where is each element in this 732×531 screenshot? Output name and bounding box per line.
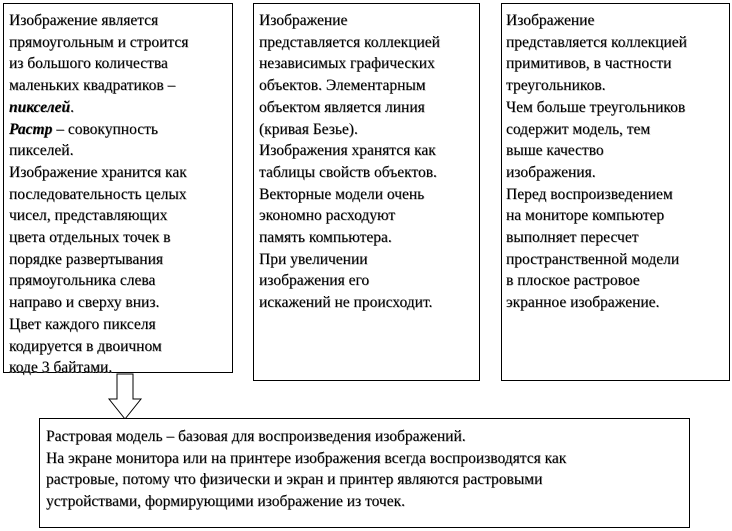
pixels-term: пикселей xyxy=(9,98,71,116)
raster-text-line: порядке развертывания xyxy=(9,250,164,268)
3d-model-box xyxy=(501,3,730,381)
summary-text-line: устройствами, формирующими изображение из точек. xyxy=(46,493,405,511)
summary-text-line: На экране монитора или на принтере изображения всегда воспроизводятся как xyxy=(46,449,567,467)
raster-text-line: прямоугольным и строится xyxy=(9,33,189,51)
raster-definition: – совокупность xyxy=(52,120,158,138)
vector-text-line: объектов. Элементарным xyxy=(259,77,426,95)
pixels-term-end: . xyxy=(70,98,75,116)
vector-text-line: таблицы свойств объектов. xyxy=(259,163,437,181)
raster-definition-line xyxy=(9,119,232,141)
vector-text-line: искажений не происходит. xyxy=(259,294,433,312)
raster-text-line: цвета отдельных точек в xyxy=(9,229,171,247)
vector-text-line: экономно расходуют xyxy=(259,207,396,225)
raster-text-line: коде 3 байтами. xyxy=(9,359,113,377)
vector-text-line: изображения его xyxy=(259,272,370,290)
raster-text-line: Цвет каждого пикселя xyxy=(9,315,156,333)
raster-text-line: маленьких квадратиков – xyxy=(9,77,176,95)
3d-text-line: в плоское растровое xyxy=(506,272,640,290)
3d-text-line: изображения. xyxy=(506,163,596,181)
raster-term: Растр xyxy=(9,120,53,138)
raster-text-line: из большого количества xyxy=(9,55,168,73)
summary-box xyxy=(39,418,690,528)
raster-text-line: направо и сверху вниз. xyxy=(9,294,160,312)
raster-text-line: Изображение хранится как xyxy=(9,163,187,181)
raster-text-line: кодируется в двоичном xyxy=(9,337,162,355)
summary-text-line: Растровая модель – базовая для воспроизведения изображений. xyxy=(46,428,466,445)
3d-text-line: экранное изображение. xyxy=(506,294,660,312)
raster-text-line: Изображение является xyxy=(9,12,159,29)
vector-text-line: объектом является линия xyxy=(259,98,425,116)
3d-text-line: представляется коллекцией xyxy=(506,33,687,51)
3d-text-line: пространственной модели xyxy=(506,250,680,268)
3d-text-line: примитивов, в частности xyxy=(506,55,672,73)
3d-text-line: Чем больше треугольников xyxy=(506,98,686,116)
arrow-down-icon xyxy=(108,373,142,420)
3d-text-line: Изображение xyxy=(506,12,595,29)
3d-text-line: содержит модель, тем xyxy=(506,120,651,138)
3d-text-line: выше качество xyxy=(506,142,604,160)
vector-text-line: представляется коллекцией xyxy=(259,33,440,51)
vector-model-box xyxy=(253,3,480,381)
3d-text-line: на мониторе компьютер xyxy=(506,207,665,225)
vector-text-line: При увеличении xyxy=(259,250,368,268)
raster-model-box xyxy=(3,3,233,377)
3d-text-line: треугольников. xyxy=(506,77,606,95)
vector-text-line: (кривая Безье). xyxy=(259,120,358,138)
raster-text-line: прямоугольника слева xyxy=(9,272,156,290)
summary-text-line: растровые, потому что физически и экран и принтер являются растровыми xyxy=(46,471,543,489)
3d-text-line: выполняет пересчет xyxy=(506,229,639,247)
3d-text-line: Перед воспроизведением xyxy=(506,185,673,203)
raster-text-line: последовательность целых xyxy=(9,185,187,203)
raster-text-line: пикселей. xyxy=(9,142,74,160)
vector-text-line: Векторные модели очень xyxy=(259,185,425,203)
vector-text-line: Изображения хранятся как xyxy=(259,142,436,160)
vector-text-line: Изображение xyxy=(259,12,348,29)
raster-pixels-line xyxy=(9,97,232,119)
vector-text-line: независимых графических xyxy=(259,55,435,73)
raster-text-line: чисел, представляющих xyxy=(9,207,168,225)
vector-text-line: память компьютера. xyxy=(259,229,392,247)
